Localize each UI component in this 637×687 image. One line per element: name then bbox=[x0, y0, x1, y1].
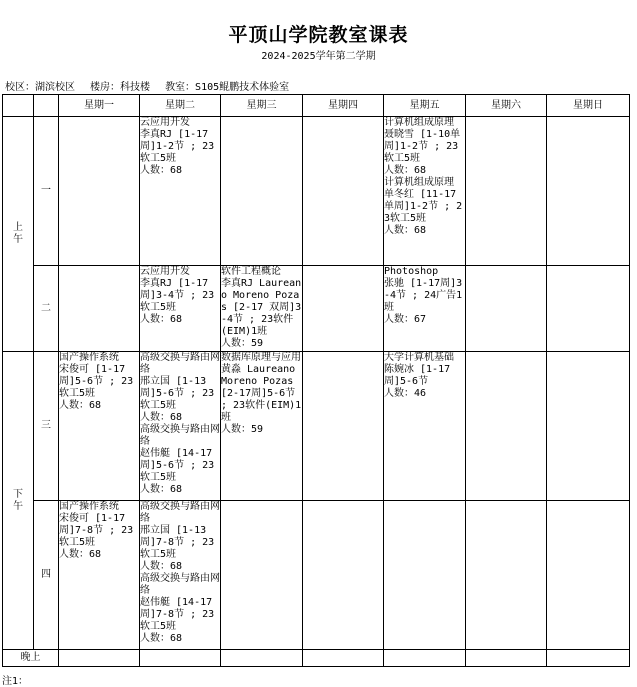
course-detail: 赵伟艇 [14-17周]5-6节 ; 23软工5班 bbox=[140, 448, 215, 483]
day-header-wed: 星期三 bbox=[221, 95, 303, 117]
day-header-fri: 星期五 bbox=[384, 95, 466, 117]
period-label-2: 二 bbox=[34, 266, 59, 352]
course-name: 云应用开发 bbox=[140, 266, 190, 277]
course-count: 人数：68 bbox=[140, 165, 183, 176]
slot-tue-p2 bbox=[140, 266, 221, 352]
course-name: Photoshop bbox=[384, 266, 439, 277]
course-detail: 赵伟艇 [14-17周]7-8节 ; 23软工5班 bbox=[140, 597, 215, 632]
course-entry bbox=[140, 352, 220, 424]
slot-sat-p4 bbox=[466, 501, 547, 650]
course-detail: 邢立国 [1-13周]5-6节 ; 23软工5班 bbox=[140, 376, 215, 411]
course-name: 国产操作系统 bbox=[59, 352, 119, 363]
slot-thu-p4 bbox=[303, 501, 384, 650]
slot-fri-p1 bbox=[384, 117, 466, 266]
building-label: 楼房：科技楼 bbox=[90, 82, 151, 93]
slot-sun-p1 bbox=[547, 117, 630, 266]
course-entry bbox=[140, 117, 220, 177]
slot-thu-p2 bbox=[303, 266, 384, 352]
course-name: 计算机组成原理 bbox=[384, 177, 454, 188]
slot-sat-p1 bbox=[466, 117, 547, 266]
period-label-3: 三 bbox=[34, 352, 59, 501]
period-row-4 bbox=[3, 501, 630, 650]
slot-tue-p4 bbox=[140, 501, 221, 650]
course-entry bbox=[59, 352, 139, 412]
day-header-tue: 星期二 bbox=[140, 95, 221, 117]
period-label-1: 一 bbox=[34, 117, 59, 266]
period-label-4: 四 bbox=[34, 501, 59, 650]
slot-mon-p2 bbox=[59, 266, 140, 352]
slot-thu-evening bbox=[303, 650, 384, 667]
slot-wed-p1 bbox=[221, 117, 303, 266]
course-detail: 陈婉冰 [1-17周]5-6节 bbox=[384, 364, 451, 387]
slot-mon-p3 bbox=[59, 352, 140, 501]
course-detail: 宋俊可 [1-17周]7-8节 ; 23软工5班 bbox=[59, 513, 134, 548]
day-header-mon: 星期一 bbox=[59, 95, 140, 117]
day-header-sun: 星期日 bbox=[547, 95, 630, 117]
course-detail: 邢立国 [1-13周]7-8节 ; 23软工5班 bbox=[140, 525, 215, 560]
course-count: 人数：68 bbox=[140, 314, 183, 325]
course-detail: 宋俊可 [1-17周]5-6节 ; 23软工5班 bbox=[59, 364, 134, 399]
slot-sun-evening bbox=[547, 650, 630, 667]
slot-fri-evening bbox=[384, 650, 466, 667]
period-row-1 bbox=[3, 117, 630, 266]
section-afternoon: 下午 bbox=[3, 352, 34, 650]
course-name: 大学计算机基础 bbox=[384, 352, 454, 363]
slot-mon-p4 bbox=[59, 501, 140, 650]
course-name: 高级交换与路由网络 bbox=[140, 352, 220, 375]
course-count: 人数：68 bbox=[384, 225, 427, 236]
course-detail: 单冬红 [11-17单周]1-2节 ; 23软工5班 bbox=[384, 189, 463, 224]
course-count: 人数：68 bbox=[140, 633, 183, 644]
slot-fri-p3 bbox=[384, 352, 466, 501]
course-entry bbox=[59, 501, 139, 561]
evening-row bbox=[3, 650, 630, 667]
semester-subtitle: 2024-2025学年第二学期 bbox=[261, 51, 376, 62]
course-entry bbox=[384, 117, 465, 177]
course-detail: 李真RJ Laureano Moreno Pozas [2-17 双周]3-4节 ; 23软件(EIM)1班 bbox=[221, 278, 302, 337]
slot-sun-p3 bbox=[547, 352, 630, 501]
slot-fri-p4 bbox=[384, 501, 466, 650]
course-entry bbox=[140, 266, 220, 326]
course-name: 高级交换与路由网络 bbox=[140, 573, 220, 596]
course-count: 人数：59 bbox=[221, 338, 264, 349]
course-count: 人数：68 bbox=[140, 561, 183, 572]
slot-thu-p3 bbox=[303, 352, 384, 501]
course-count: 人数：68 bbox=[59, 549, 102, 560]
course-name: 软件工程概论 bbox=[221, 266, 281, 277]
course-entry bbox=[140, 424, 220, 496]
slot-tue-evening bbox=[140, 650, 221, 667]
course-entry bbox=[384, 266, 465, 326]
course-detail: 李真RJ [1-17周]1-2节 ; 23软工5班 bbox=[140, 129, 215, 164]
course-name: 云应用开发 bbox=[140, 117, 190, 128]
slot-tue-p3 bbox=[140, 352, 221, 501]
page-title: 平顶山学院教室课表 bbox=[228, 24, 409, 46]
schedule-table bbox=[2, 94, 630, 667]
slot-tue-p1 bbox=[140, 117, 221, 266]
course-name: 数据库原理与应用 bbox=[221, 352, 301, 363]
course-count: 人数：68 bbox=[140, 412, 183, 423]
section-evening: 晚上 bbox=[3, 650, 59, 667]
room-info bbox=[5, 78, 298, 93]
course-count: 人数：68 bbox=[384, 165, 427, 176]
course-name: 高级交换与路由网络 bbox=[140, 501, 220, 524]
course-entry bbox=[384, 177, 465, 237]
slot-sat-evening bbox=[466, 650, 547, 667]
course-name: 高级交换与路由网络 bbox=[140, 424, 220, 447]
course-detail: 黄淼 Laureano Moreno Pozas [2-17周]5-6节 ; 23软件(EIM)1班 bbox=[221, 364, 302, 423]
course-detail: 聂晓雪 [1-10单周]1-2节 ; 23软工5班 bbox=[384, 129, 461, 164]
campus-label: 校区：湖滨校区 bbox=[5, 82, 75, 93]
course-detail: 张驰 [1-17周]3-4节 ; 24广告1班 bbox=[384, 278, 463, 313]
course-entry bbox=[140, 573, 220, 645]
course-name: 国产操作系统 bbox=[59, 501, 119, 512]
corner-cell bbox=[3, 95, 34, 117]
course-count: 人数：59 bbox=[221, 424, 264, 435]
course-entry bbox=[221, 352, 302, 436]
course-count: 人数：67 bbox=[384, 314, 427, 325]
slot-wed-evening bbox=[221, 650, 303, 667]
header-row bbox=[3, 95, 630, 117]
slot-mon-p1 bbox=[59, 117, 140, 266]
room-label: 教室：S105鲲鹏技术体验室 bbox=[165, 82, 290, 93]
period-row-3 bbox=[3, 352, 630, 501]
slot-wed-p4 bbox=[221, 501, 303, 650]
course-entry bbox=[140, 501, 220, 573]
course-name: 计算机组成原理 bbox=[384, 117, 454, 128]
section-morning: 上午 bbox=[3, 117, 34, 352]
course-entry bbox=[384, 352, 465, 400]
slot-sun-p2 bbox=[547, 266, 630, 352]
day-header-thu: 星期四 bbox=[303, 95, 384, 117]
slot-fri-p2 bbox=[384, 266, 466, 352]
course-count: 人数：68 bbox=[140, 484, 183, 495]
slot-thu-p1 bbox=[303, 117, 384, 266]
day-header-sat: 星期六 bbox=[466, 95, 547, 117]
corner-cell bbox=[34, 95, 59, 117]
period-row-2 bbox=[3, 266, 630, 352]
slot-wed-p2 bbox=[221, 266, 303, 352]
footer-note: 注1： bbox=[2, 676, 29, 687]
slot-sun-p4 bbox=[547, 501, 630, 650]
slot-mon-evening bbox=[59, 650, 140, 667]
slot-wed-p3 bbox=[221, 352, 303, 501]
course-entry bbox=[221, 266, 302, 350]
slot-sat-p2 bbox=[466, 266, 547, 352]
slot-sat-p3 bbox=[466, 352, 547, 501]
course-count: 人数：46 bbox=[384, 388, 427, 399]
course-count: 人数：68 bbox=[59, 400, 102, 411]
course-detail: 李真RJ [1-17周]3-4节 ; 23软工5班 bbox=[140, 278, 215, 313]
